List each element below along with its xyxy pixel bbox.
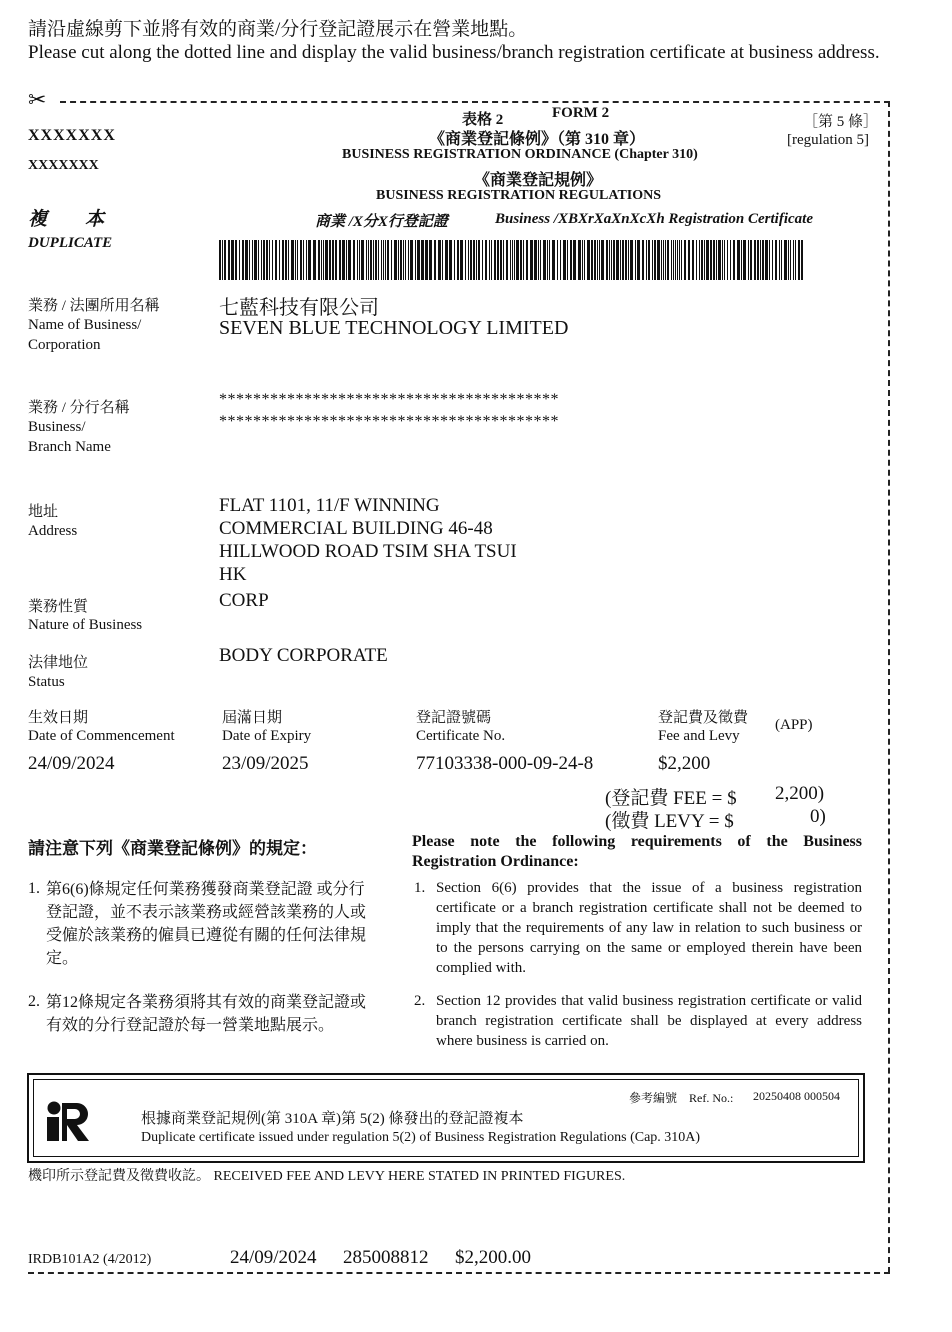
branch-name-label-en-2: Branch Name — [28, 439, 111, 455]
cut-line-top — [60, 101, 890, 103]
commencement-label-zh: 生效日期 — [28, 710, 89, 726]
note-2-number-zh: 2. — [28, 993, 40, 1010]
address-line-3: HILLWOOD ROAD TSIM SHA TSUI — [219, 541, 517, 562]
address-label-zh: 地址 — [28, 504, 59, 520]
commencement-value: 24/09/2024 — [28, 753, 115, 774]
duplicate-label-zh: 複 本 — [28, 209, 105, 230]
footer-date: 24/09/2024 — [230, 1247, 317, 1268]
business-name-value-zh: 七藍科技有限公司 — [219, 297, 379, 319]
fee-value: $2,200 — [658, 753, 711, 774]
ordinance-zh: 《商業登記條例》（第 310 章） — [429, 131, 646, 148]
regulations-zh: 《商業登記規例》 — [474, 172, 603, 189]
note-2-en: Section 12 provides that valid business registration certificate or valid branch registration certificate shall be displayed at every address where business is carried on. — [436, 993, 862, 1049]
certificate-title-en: Business /XBXrXaXnXcXh Registration Certificate — [495, 211, 813, 227]
fee-app: (APP) — [775, 717, 813, 733]
instruction-en: Please cut along the dotted line and display the valid business/branch registration certificate at business address. — [28, 42, 880, 63]
cut-line-right — [888, 101, 890, 1273]
note-2-zh: 第12條規定各業務須將其有效的商業登記證或有效的分行登記證於每一營業地點展示。 — [46, 994, 367, 1034]
footer-amount: $2,200.00 — [455, 1247, 531, 1268]
form-code: IRDB101A2 (4/2012) — [28, 1252, 152, 1267]
levy-breakdown-value: 0) — [810, 806, 826, 827]
regulations-en: BUSINESS REGISTRATION REGULATIONS — [376, 188, 662, 203]
form-number-en: FORM 2 — [552, 105, 610, 121]
reference-number: 20250408 000504 — [753, 1089, 840, 1103]
status-value: BODY CORPORATE — [219, 645, 388, 666]
nature-label-zh: 業務性質 — [28, 599, 89, 615]
address-line-4: HK — [219, 564, 247, 585]
header-code-1: XXXXXXX — [28, 127, 116, 144]
address-label-en: Address — [28, 523, 78, 539]
section-ref-en: [regulation 5] — [787, 132, 870, 148]
duplicate-label-en: DUPLICATE — [28, 235, 113, 251]
fee-breakdown-value: 2,200) — [775, 783, 825, 804]
received-note: 機印所示登記費及徵費收訖。 RECEIVED FEE AND LEVY HERE STATED IN PRINTED FIGURES. — [28, 1169, 626, 1184]
note-1-zh: 第6(6)條規定任何業務獲發商業登記證 或分行登記證，並不表示該業務或經營該業務的人或受僱於該業務的僱員已遵從有關的任何法律規定。 — [46, 881, 367, 967]
fee-label-zh: 登記費及徵費 — [658, 710, 749, 726]
business-name-label-en-2: Corporation — [28, 337, 101, 353]
fee-breakdown-label: (登記費 FEE = $ — [605, 788, 737, 809]
notes-heading-zh: 請注意下列《商業登記條例》的規定： — [28, 839, 317, 858]
footer-number: 285008812 — [343, 1247, 429, 1268]
levy-breakdown-label: (徵費 LEVY = $ — [605, 811, 734, 832]
branch-name-value-1: **************************************** — [219, 391, 559, 408]
scissors-icon: ✂ — [28, 88, 47, 113]
duplicate-note-en: Duplicate certificate issued under regulation 5(2) of Business Registration Regulations (Cap. 310A) — [141, 1130, 701, 1145]
status-label-en: Status — [28, 674, 65, 690]
business-name-label-en-1: Name of Business/ — [28, 317, 142, 333]
instruction-zh: 請沿虛線剪下並將有效的商業/分行登記證展示在營業地點。 — [28, 19, 528, 40]
commencement-label-en: Date of Commencement — [28, 728, 175, 744]
nature-label-en: Nature of Business — [28, 617, 143, 633]
business-name-label-zh: 業務 / 法團所用名稱 — [28, 298, 160, 314]
ordinance-en: BUSINESS REGISTRATION ORDINANCE (Chapter 310) — [342, 147, 698, 162]
duplicate-certificate-box — [27, 1073, 865, 1163]
address-line-1: FLAT 1101, 11/F WINNING — [219, 495, 440, 516]
form-number-zh: 表格 2 — [462, 112, 504, 128]
business-name-value-en: SEVEN BLUE TECHNOLOGY LIMITED — [219, 317, 569, 339]
branch-name-label-en-1: Business/ — [28, 419, 86, 435]
barcode — [219, 240, 806, 280]
fee-label-en: Fee and Levy — [658, 728, 740, 744]
branch-name-value-2: **************************************** — [219, 413, 559, 430]
notes-heading-en: Please note the following requirements of the Business Registration Ordinance: — [412, 833, 862, 870]
cut-line-bottom — [28, 1272, 890, 1274]
nature-value: CORP — [219, 590, 269, 611]
certificate-no-label-zh: 登記證號碼 — [416, 710, 492, 726]
certificate-no-value: 77103338-000-09-24-8 — [416, 753, 594, 774]
address-line-2: COMMERCIAL BUILDING 46-48 — [219, 518, 493, 539]
note-1-number-zh: 1. — [28, 880, 40, 897]
note-1-number-en: 1. — [414, 880, 426, 896]
expiry-label-en: Date of Expiry — [222, 728, 312, 744]
duplicate-note-zh: 根據商業登記規例(第 310A 章)第 5(2) 條發出的登記證複本 — [141, 1111, 524, 1127]
branch-name-label-zh: 業務 / 分行名稱 — [28, 400, 130, 416]
certificate-no-label-en: Certificate No. — [416, 728, 506, 744]
expiry-value: 23/09/2025 — [222, 753, 309, 774]
certificate-title-zh: 商業 /X分X行登記證 — [315, 214, 448, 230]
section-ref-zh: ［第 5 條］ — [803, 114, 879, 130]
note-1-en: Section 6(6) provides that the issue of a business registration certificate or a branch registration certificate shall not be deemed to imply that the requirements of any law in relation to such business or to the persons carrying on the same or employed therein have been complied with. — [436, 880, 862, 976]
ird-logo-icon — [45, 1101, 91, 1143]
reference-label: 參考編號 Ref. No.: — [629, 1091, 734, 1105]
status-label-zh: 法律地位 — [28, 655, 89, 671]
note-2-number-en: 2. — [414, 993, 426, 1009]
expiry-label-zh: 屆滿日期 — [222, 710, 283, 726]
header-code-2: XXXXXXX — [28, 158, 99, 173]
